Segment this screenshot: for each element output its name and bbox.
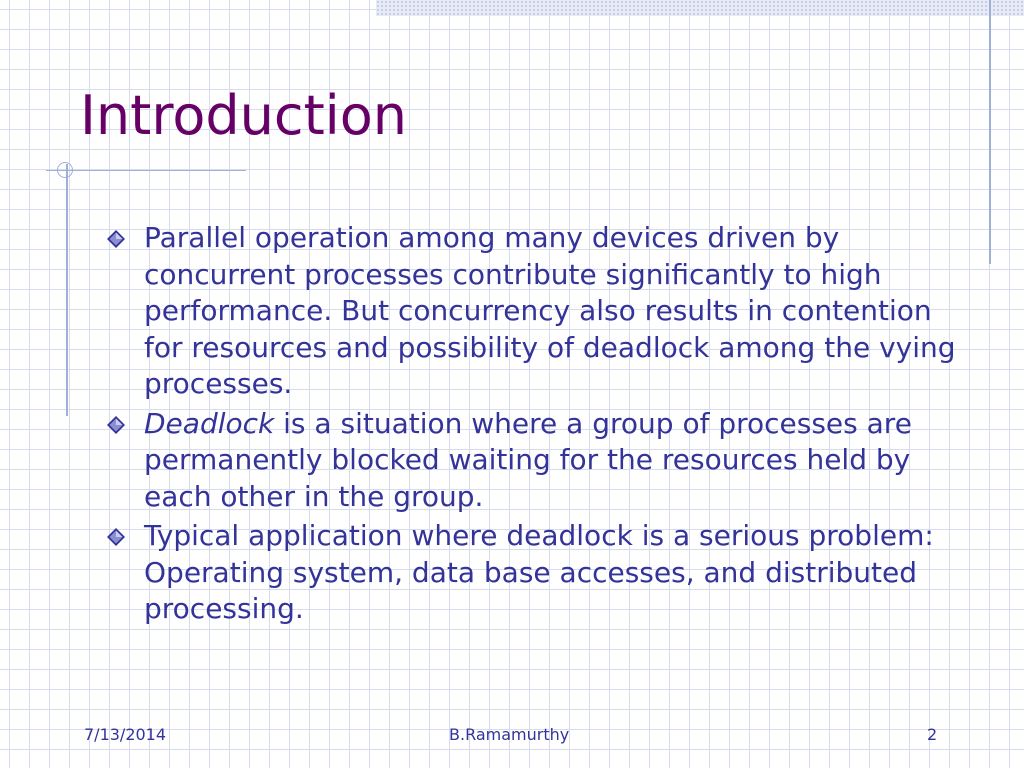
footer-page-number: 2 xyxy=(927,725,938,744)
left-decorative-rule xyxy=(66,164,68,416)
footer-date: 7/13/2014 xyxy=(84,725,167,744)
footer-author: B.Ramamurthy xyxy=(449,725,570,744)
bullet-text-3: Typical application where deadlock is a serious problem: Operating system, data base accesses, and distributed processing. xyxy=(144,519,934,625)
top-decorative-band xyxy=(376,0,1024,16)
bullet-list xyxy=(104,220,964,631)
bullet-text-2 xyxy=(144,407,912,513)
bullet-item-1 xyxy=(104,220,964,403)
bullet-text-2-body: is a situation where a group of processes are permanently blocked waiting for the resources held by each other in the group. xyxy=(144,406,912,513)
diamond-bullet-icon xyxy=(106,527,126,547)
right-decorative-rule xyxy=(989,0,991,264)
slide-title: Introduction xyxy=(80,84,408,147)
bullet-item-3 xyxy=(104,518,964,628)
diamond-bullet-icon xyxy=(106,415,126,435)
bullet-text-1: Parallel operation among many devices driven by concurrent processes contribute significantly to high performance. But concurrency also results in contention for resources and possibility of deadlock among the vying processes. xyxy=(144,221,956,400)
deadlock-term: Deadlock xyxy=(144,406,275,440)
title-underline-rule xyxy=(46,170,246,171)
diamond-bullet-icon xyxy=(106,229,126,249)
bullet-item-2 xyxy=(104,406,964,516)
crosshair-circle-icon xyxy=(57,162,73,178)
